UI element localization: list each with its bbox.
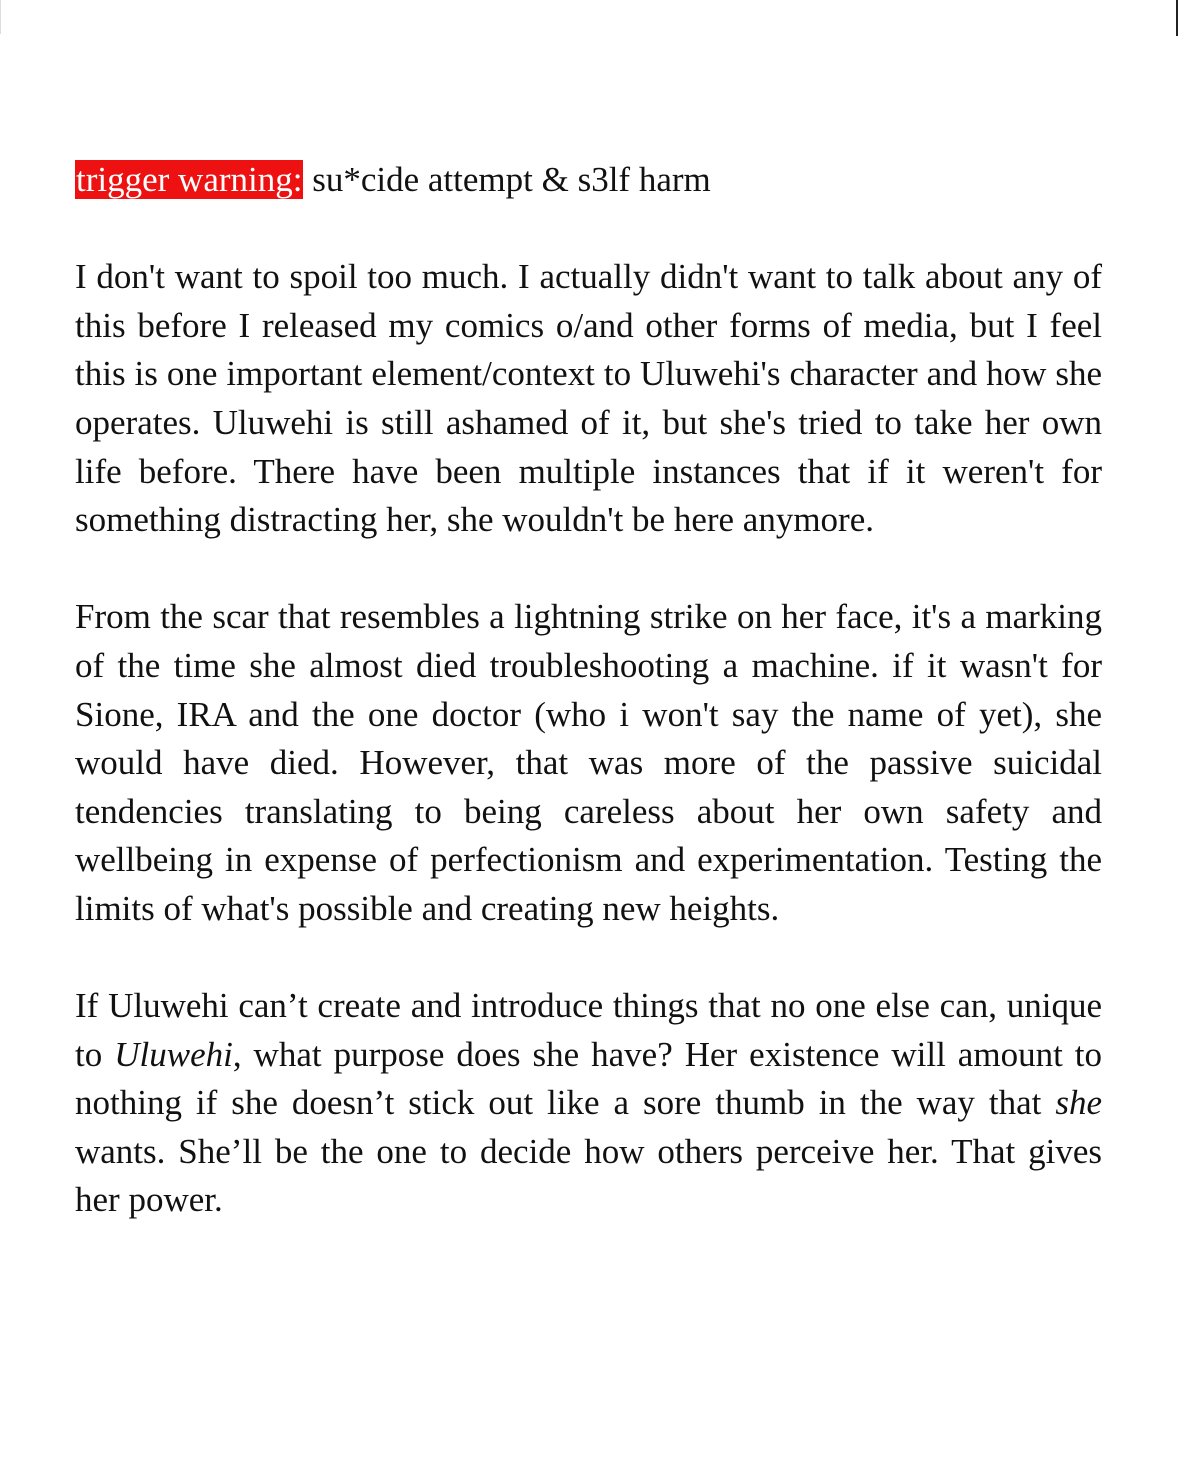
p3-italic-she: she — [1055, 1083, 1102, 1123]
paragraph-1: I don't want to spoil too much. I actually didn't want to talk about any of this before I released my comics o/and other forms of media, but I feel this is one important element/context to Uluwehi's character and how she operates. Uluwehi is still ashamed of it, but she's tried to take her own life before. There have been multiple instances that if it weren't for something distracting her, she wouldn't be here anymore. — [75, 257, 1102, 540]
p3-italic-uluwehi: Uluwehi — [114, 1034, 233, 1074]
paragraph-2: From the scar that resembles a lightning strike on her face, it's a marking of the time she almost died troubleshooting a machine. if it wasn't for Sione, IRA and the one doctor (who i won't say the name of yet), she would have died. However, that was more of the passive suicidal tendencies translating to being careless about her own safety and wellbeing in expense of perfectionism and experimentation. Testing the limits of what's possible and creating new heights. — [75, 597, 1102, 928]
p3-text-e: wants. She’ll be the one to decide how others perceive her. That gives her power. — [75, 1131, 1102, 1220]
paragraph-3 — [75, 982, 1102, 1225]
p3-text-c: , what purpose does she have? Her existence will amount to nothing if she doesn’t stick out like a sore thumb in the way that — [75, 1034, 1102, 1123]
p3-text-a: If Uluwehi can’t create and introduce things that no one else can, unique to — [75, 986, 1102, 1074]
document-body — [75, 156, 1102, 1274]
trigger-warning-label: trigger warning: — [76, 160, 303, 199]
trigger-warning-line — [75, 156, 1102, 205]
trigger-warning-text: su*cide attempt & s3lf harm — [303, 160, 711, 199]
left-edge-mark — [0, 0, 1, 34]
right-edge-mark — [1176, 0, 1178, 36]
